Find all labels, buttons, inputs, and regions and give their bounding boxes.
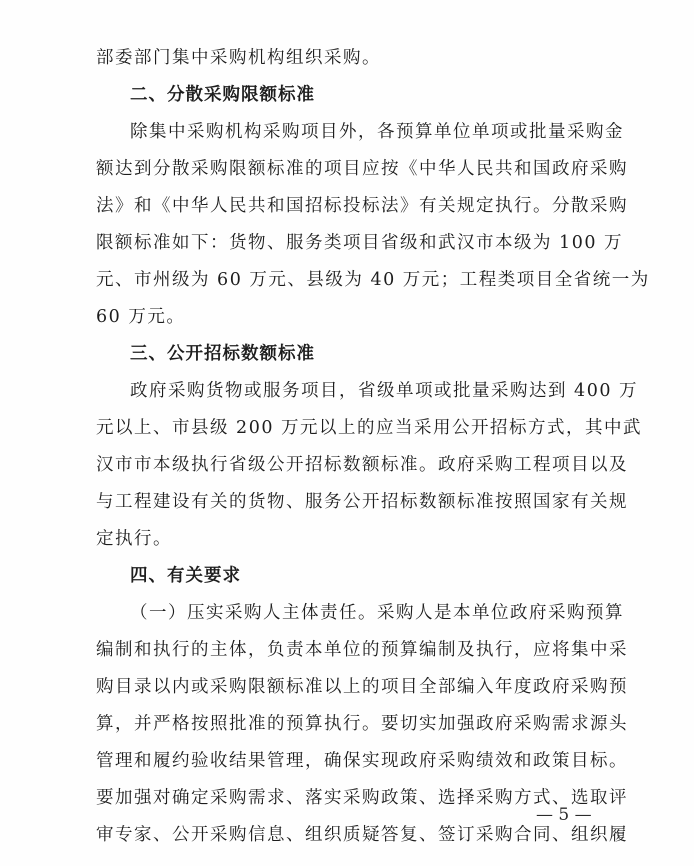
- section-heading-3: 三、公开招标数额标准: [130, 344, 315, 364]
- paragraph-line: 60 万元。: [96, 307, 186, 327]
- paragraph-line: 定执行。: [96, 529, 172, 549]
- paragraph-line: 元以上、市县级 200 万元以上的应当采用公开招标方式，其中武: [96, 418, 643, 438]
- section-heading-4: 四、有关要求: [130, 566, 241, 586]
- paragraph-line: 算，并严格按照批准的预算执行。要切实加强政府采购需求源头: [96, 714, 628, 734]
- paragraph-line: 限额标准如下：货物、服务类项目省级和武汉市本级为 100 万: [96, 233, 624, 253]
- paragraph-line: 管理和履约验收结果管理，确保实现政府采购绩效和政策目标。: [96, 751, 628, 771]
- paragraph-line: 额达到分散采购限额标准的项目应按《中华人民共和国政府采购: [96, 159, 628, 179]
- paragraph-line: 审专家、公开采购信息、组织质疑答复、签订采购合同、组织履: [96, 825, 628, 845]
- section-heading-2: 二、分散采购限额标准: [130, 85, 315, 105]
- paragraph-line: 编制和执行的主体，负责本单位的预算编制及执行，应将集中采: [96, 640, 628, 660]
- paragraph-line: 政府采购货物或服务项目，省级单项或批量采购达到 400 万: [130, 381, 639, 401]
- paragraph-line: 元、市州级为 60 万元、县级为 40 万元；工程类项目全省统一为: [96, 270, 650, 290]
- paragraph-line: （一）压实采购人主体责任。采购人是本单位政府采购预算: [130, 603, 624, 623]
- paragraph-line: 部委部门集中采购机构组织采购。: [96, 48, 381, 68]
- paragraph-line: 法》和《中华人民共和国招标投标法》有关规定执行。分散采购: [96, 196, 628, 216]
- paragraph-line: 购目录以内或采购限额标准以上的项目全部编入年度政府采购预: [96, 677, 628, 697]
- paragraph-line: 汉市市本级执行省级公开招标数额标准。政府采购工程项目以及: [96, 455, 628, 475]
- paragraph-line: 除集中采购机构采购项目外，各预算单位单项或批量采购金: [130, 122, 624, 142]
- paragraph-line: 要加强对确定采购需求、落实采购政策、选择采购方式、选取评: [96, 788, 628, 808]
- paragraph-line: 与工程建设有关的货物、服务公开招标数额标准按照国家有关规: [96, 492, 628, 512]
- page-number: — 5 —: [536, 805, 592, 825]
